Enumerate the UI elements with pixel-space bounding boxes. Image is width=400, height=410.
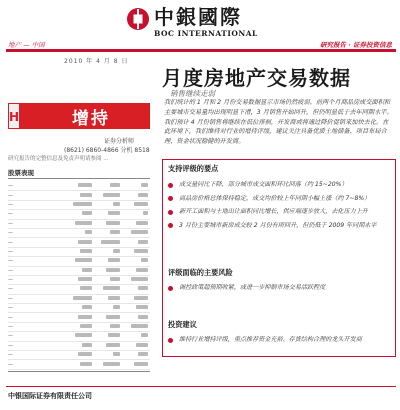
table-row	[8, 332, 150, 341]
table-cell-value	[92, 211, 120, 217]
cell-value-bar	[82, 343, 92, 347]
boc-logo-icon	[126, 7, 150, 31]
bullet-icon	[168, 210, 173, 215]
cell-value-bar	[85, 230, 92, 234]
risks-list	[168, 283, 392, 297]
cell-value-bar	[106, 315, 120, 319]
table-cell-value	[64, 193, 92, 199]
cell-value-bar	[108, 258, 120, 262]
table-cell-value	[92, 249, 120, 255]
bullet-icon	[168, 338, 173, 343]
bullet-icon	[168, 286, 173, 291]
table-cell-value	[120, 277, 148, 283]
cell-value-bar	[136, 268, 148, 272]
table-row	[8, 276, 150, 285]
table-cell-value	[92, 240, 120, 246]
cell-value-bar	[80, 193, 92, 197]
table-cell-value	[120, 324, 148, 330]
table-cell-value	[92, 324, 120, 330]
analyst-label: 证券分析师	[104, 138, 135, 145]
table-row	[8, 229, 150, 238]
cell-value-bar	[106, 221, 120, 225]
table-cell-value	[120, 305, 148, 311]
table-cell-value	[92, 362, 120, 368]
logo-chinese-text: 中銀國際	[154, 5, 242, 29]
list-item	[168, 180, 392, 190]
table-cell-label: —	[8, 286, 13, 293]
table-row	[8, 323, 150, 332]
table-cell-value	[64, 240, 92, 246]
table-cell-value	[64, 258, 92, 264]
table-cell-value	[92, 268, 120, 274]
cell-value-bar	[103, 193, 120, 197]
cell-value-bar	[134, 362, 148, 366]
table-cell-value	[92, 221, 120, 227]
cell-value-bar	[141, 333, 148, 337]
table-cell-value	[92, 277, 120, 283]
stock-performance-table	[8, 182, 150, 370]
cell-value-bar	[103, 362, 120, 366]
table-cell-value	[64, 324, 92, 330]
table-heading: 股票表现	[8, 169, 34, 177]
cell-value-bar	[80, 362, 92, 366]
cell-value-bar	[110, 324, 120, 328]
table-row	[8, 342, 150, 351]
table-row	[8, 295, 150, 304]
footer-divider	[6, 386, 396, 387]
table-cell-label: —	[8, 305, 13, 312]
list-item	[168, 283, 392, 293]
table-cell-value	[120, 183, 148, 189]
list-item-text: 成交量同比下降，部分城市成交面积环比回落（约 15~20%）	[179, 181, 348, 188]
table-cell-label: —	[8, 220, 13, 227]
table-cell-value	[120, 315, 148, 321]
cell-value-bar	[134, 296, 148, 300]
table-cell-label: —	[8, 230, 13, 237]
cell-value-bar	[110, 230, 120, 234]
table-cell-value	[64, 202, 92, 208]
cell-value-bar	[141, 258, 148, 262]
table-cell-value	[120, 230, 148, 236]
table-cell-label: —	[8, 211, 13, 218]
table-cell-value	[120, 193, 148, 199]
cell-value-bar	[78, 183, 92, 187]
section-heading-recommendation: 投资建议	[168, 320, 197, 329]
cell-value-bar	[82, 305, 92, 309]
table-row	[8, 267, 150, 276]
table-cell-value	[64, 333, 92, 339]
table-cell-value	[120, 352, 148, 358]
cell-value-bar	[141, 183, 148, 187]
table-cell-value	[92, 286, 120, 292]
cell-value-bar	[134, 249, 148, 253]
table-cell-value	[120, 258, 148, 264]
table-row	[8, 360, 150, 369]
table-cell-value	[64, 352, 92, 358]
cell-value-bar	[78, 277, 92, 281]
cell-value-bar	[138, 286, 148, 290]
table-cell-value	[64, 183, 92, 189]
table-cell-value	[92, 305, 120, 311]
rating-label: 增持	[72, 109, 110, 129]
table-cell-label: —	[8, 314, 13, 321]
list-item	[168, 207, 392, 217]
cell-value-bar	[138, 193, 148, 197]
rating-points-list	[168, 180, 392, 234]
cell-value-bar	[75, 258, 92, 262]
table-cell-value	[64, 268, 92, 274]
table-bottom-rule	[8, 371, 150, 372]
logo-english-text: BOC INTERNATIONAL	[154, 29, 258, 38]
cell-value-bar	[106, 268, 120, 272]
table-cell-value	[92, 193, 120, 199]
cell-value-bar	[73, 202, 92, 206]
table-cell-value	[92, 333, 120, 339]
table-cell-value	[120, 211, 148, 217]
cell-value-bar	[113, 249, 120, 253]
table-row	[8, 313, 150, 322]
cell-value-bar	[110, 277, 120, 281]
list-item	[168, 194, 392, 204]
table-cell-label: —	[8, 295, 13, 302]
list-item-text: 商品房价格总体保持稳定，成交均价较上年同期小幅上涨（约 7~8%）	[179, 194, 371, 202]
cell-value-bar	[75, 333, 92, 337]
table-cell-value	[92, 258, 120, 264]
cell-value-bar	[101, 240, 120, 244]
table-top-rule	[8, 178, 150, 179]
cell-value-bar	[138, 352, 148, 356]
table-cell-label: —	[8, 258, 13, 265]
table-cell-label: —	[8, 248, 13, 255]
table-cell-label: —	[8, 192, 13, 199]
cell-value-bar	[138, 315, 148, 319]
footer-company: 中银国际证券有限责任公司	[8, 392, 92, 400]
summary-paragraph: 我们统计的 1 月和 2 月份交易数据显示市场仍然疲弱。前两个月商品房成交面积和主要城市交易量均出现明显下滑，3 月销售开始回升，但仍明显低于去年同期水平。我们预计 4 月份销售将继续在低位徘徊，开发商或将通过降价促销来加快去化。在此环境下，我们维持对行业的增持评级，建议关注具备优质土地储备、项目布局合理、资金状况稳健的开发商。	[164, 99, 393, 146]
cell-value-bar	[113, 305, 120, 309]
table-cell-value	[120, 343, 148, 349]
bullet-icon	[168, 223, 173, 228]
section-label: 地产 — 中国	[8, 41, 45, 49]
disclaimer-line: 研究报告的完整信息及免责声明请参阅 ...	[8, 156, 109, 162]
cell-value-bar	[80, 286, 92, 290]
section-heading-risks: 评级面临的主要风险	[168, 268, 233, 277]
table-cell-value	[120, 202, 148, 208]
cell-value-bar	[136, 305, 148, 309]
cell-value-bar	[138, 240, 148, 244]
header-divider	[6, 49, 396, 52]
cell-value-bar	[73, 296, 92, 300]
table-row	[8, 257, 150, 266]
table-cell-value	[64, 296, 92, 302]
report-category: 研究报告 · 证券投资信息	[320, 41, 392, 49]
table-cell-value	[64, 315, 92, 321]
table-cell-value	[120, 240, 148, 246]
table-row	[8, 210, 150, 219]
list-item-text: 维持行业增持评级，重点推荐资金充裕、存货结构合理的龙头开发商	[179, 336, 362, 343]
table-cell-value	[92, 296, 120, 302]
cell-value-bar	[80, 324, 92, 328]
list-item-text: 3 月份主要城市新房成交较 2 月份有所回升，但仍低于 2009 年同期水平	[179, 221, 377, 229]
table-cell-label: —	[8, 183, 13, 190]
cell-value-bar	[136, 343, 148, 347]
table-cell-value	[64, 249, 92, 255]
table-row	[8, 304, 150, 313]
table-cell-value	[120, 286, 148, 292]
cell-value-bar	[103, 286, 120, 290]
section-heading-rating-points: 支持评级的要点	[168, 164, 219, 173]
table-cell-label: —	[8, 201, 13, 208]
cell-value-bar	[134, 202, 148, 206]
table-cell-value	[64, 221, 92, 227]
cell-value-bar	[78, 352, 92, 356]
cell-value-bar	[80, 249, 92, 253]
cell-value-bar	[108, 296, 120, 300]
cell-value-bar	[143, 211, 148, 215]
cell-value-bar	[131, 230, 148, 234]
cell-value-bar	[113, 202, 120, 206]
report-title: 月度房地产交易数据	[162, 66, 351, 90]
cell-value-bar	[131, 277, 148, 281]
cell-value-bar	[78, 315, 92, 319]
table-row	[8, 201, 150, 210]
table-cell-label: —	[8, 342, 13, 349]
bullet-icon	[168, 196, 173, 201]
table-cell-value	[120, 333, 148, 339]
table-row	[8, 220, 150, 229]
list-item-text: 调控政策超预期收紧，或进一步抑制市场交易活跃程度	[179, 284, 326, 291]
table-row	[8, 238, 150, 247]
table-cell-value	[64, 305, 92, 311]
list-item-text: 新开工面积与土地出让面积同比增长，供应端逐步放大，去化压力上升	[179, 208, 368, 215]
table-cell-value	[64, 230, 92, 236]
table-cell-value	[92, 315, 120, 321]
table-cell-value	[64, 286, 92, 292]
cell-value-bar	[82, 268, 92, 272]
table-cell-value	[64, 362, 92, 368]
table-cell-value	[92, 183, 120, 189]
recommendation-list	[168, 335, 392, 349]
cell-value-bar	[75, 221, 92, 225]
cell-value-bar	[113, 352, 120, 356]
table-cell-label: —	[8, 361, 13, 368]
cell-value-bar	[108, 333, 120, 337]
table-row	[8, 285, 150, 294]
table-cell-label: —	[8, 333, 13, 340]
cell-value-bar	[82, 211, 92, 215]
table-cell-value	[120, 268, 148, 274]
cell-value-bar	[110, 183, 120, 187]
cell-value-bar	[136, 221, 148, 225]
table-cell-value	[120, 362, 148, 368]
cell-value-bar	[131, 324, 148, 328]
report-date: 2010 年 4 月 8 日	[64, 58, 129, 65]
table-cell-value	[120, 249, 148, 255]
analyst-phone: (8621) 6860-4866 分机 8518	[64, 147, 150, 154]
boc-logo	[126, 5, 276, 39]
table-row	[8, 182, 150, 191]
table-cell-label: —	[8, 239, 13, 246]
table-cell-value	[92, 352, 120, 358]
table-row	[8, 248, 150, 257]
rating-badge: H	[8, 103, 20, 129]
cell-value-bar	[78, 240, 92, 244]
list-item	[168, 221, 392, 231]
report-subtitle: 销售继续走弱	[170, 89, 215, 98]
cell-value-bar	[106, 343, 120, 347]
table-cell-value	[92, 230, 120, 236]
table-cell-value	[120, 296, 148, 302]
table-cell-value	[120, 221, 148, 227]
table-row	[8, 191, 150, 200]
table-row	[8, 351, 150, 360]
table-cell-value	[64, 343, 92, 349]
table-cell-value	[92, 202, 120, 208]
table-cell-value	[92, 343, 120, 349]
list-item	[168, 335, 392, 345]
table-cell-value	[64, 211, 92, 217]
table-cell-label: —	[8, 352, 13, 359]
cell-value-bar	[108, 211, 120, 215]
table-cell-label: —	[8, 277, 13, 284]
table-cell-label: —	[8, 267, 13, 274]
table-cell-label: —	[8, 324, 13, 331]
table-cell-value	[64, 277, 92, 283]
bullet-icon	[168, 183, 173, 188]
